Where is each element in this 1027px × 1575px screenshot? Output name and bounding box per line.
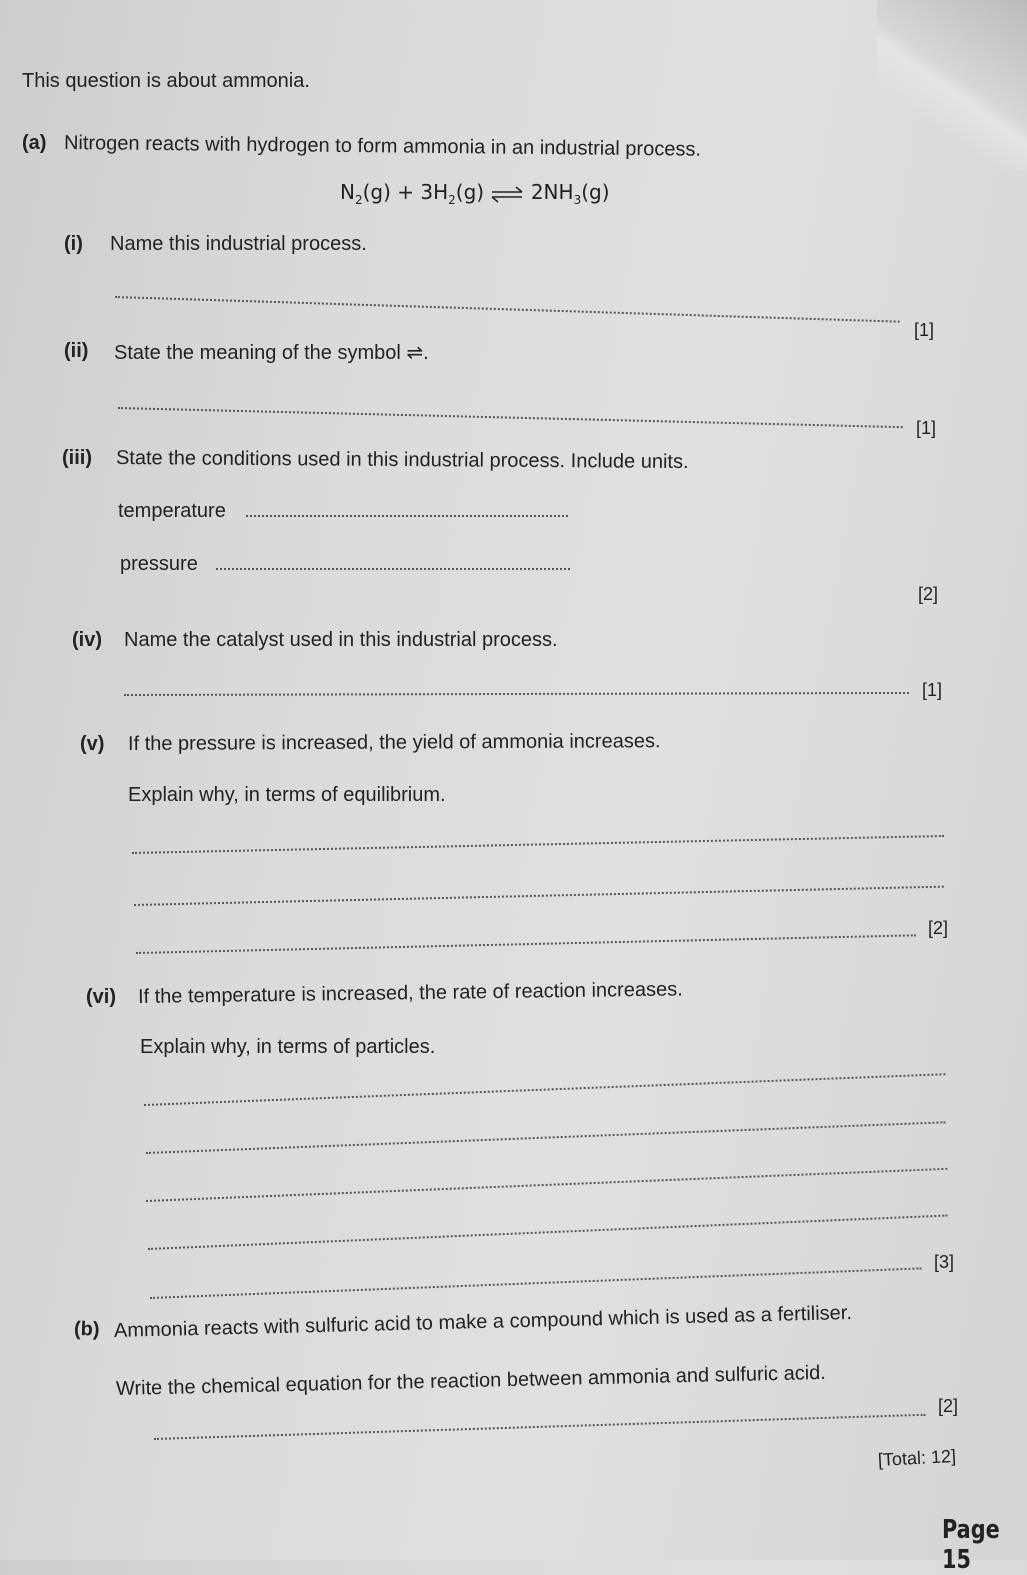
part-i-text: Name this industrial process. bbox=[110, 233, 367, 255]
answer-line[interactable] bbox=[124, 692, 909, 696]
answer-line[interactable] bbox=[148, 1215, 947, 1250]
mark-b: [2] bbox=[938, 1396, 959, 1416]
part-b-text: Ammonia reacts with sulfuric acid to make a compound which is used as a fertiliser. bbox=[113, 1301, 853, 1342]
mark-iii: [2] bbox=[918, 584, 939, 604]
part-ii-text: State the meaning of the symbol ⇌. bbox=[114, 342, 429, 364]
answer-line[interactable] bbox=[134, 886, 944, 906]
equilibrium-arrow-icon bbox=[490, 185, 524, 203]
temperature-answer-line[interactable] bbox=[246, 515, 568, 517]
part-iv-text: Name the catalyst used in this industrial process. bbox=[124, 629, 558, 651]
answer-line[interactable] bbox=[146, 1121, 945, 1154]
part-vi-label: (vi) bbox=[86, 986, 116, 1008]
part-a-label: (a) bbox=[22, 132, 47, 154]
answer-line[interactable] bbox=[118, 407, 903, 428]
part-a-text: Nitrogen reacts with hydrogen to form ammonia in an industrial process. bbox=[63, 132, 702, 161]
intro-text: This question is about ammonia. bbox=[22, 70, 310, 92]
answer-line[interactable] bbox=[150, 1267, 922, 1299]
part-v-text: If the pressure is increased, the yield of ammonia increases. bbox=[127, 730, 661, 755]
temperature-label: temperature bbox=[118, 500, 226, 522]
part-vi-text: If the temperature is increased, the rate of reaction increases. bbox=[137, 978, 683, 1008]
answer-line[interactable] bbox=[132, 835, 944, 854]
answer-line[interactable] bbox=[115, 296, 900, 323]
answer-line[interactable] bbox=[136, 934, 916, 954]
part-b-label: (b) bbox=[73, 1318, 100, 1341]
mark-ii: [1] bbox=[916, 418, 937, 438]
part-v-explain: Explain why, in terms of equilibrium. bbox=[128, 784, 446, 806]
part-ii-label: (ii) bbox=[64, 340, 89, 362]
total-marks: [Total: 12] bbox=[877, 1445, 957, 1470]
mark-vi: [3] bbox=[934, 1252, 955, 1272]
page-number: Page 15 bbox=[942, 1515, 1000, 1575]
part-vi-explain: Explain why, in terms of particles. bbox=[140, 1036, 436, 1058]
reaction-equation: $N_2(g) + 3H_2(g)$ $2NH_3(g)$ bbox=[340, 180, 610, 207]
answer-line[interactable] bbox=[146, 1168, 947, 1202]
equilibrium-symbol: ⇌. bbox=[406, 342, 429, 364]
part-b-instruction: Write the chemical equation for the reaction between ammonia and sulfuric acid. bbox=[115, 1361, 827, 1400]
part-iii-label: (iii) bbox=[62, 447, 92, 469]
part-i-label: (i) bbox=[64, 233, 83, 255]
mark-iv: [1] bbox=[922, 680, 943, 700]
part-iii-text: State the conditions used in this industrial process. Include units. bbox=[115, 447, 689, 473]
part-iv-label: (iv) bbox=[72, 629, 102, 651]
pressure-answer-line[interactable] bbox=[216, 568, 570, 570]
mark-v: [2] bbox=[928, 918, 949, 938]
page-fold bbox=[877, 0, 1027, 170]
pressure-label: pressure bbox=[120, 553, 198, 575]
mark-i: [1] bbox=[914, 320, 935, 340]
answer-line[interactable] bbox=[154, 1414, 926, 1440]
answer-line[interactable] bbox=[144, 1073, 945, 1106]
part-v-label: (v) bbox=[80, 733, 105, 755]
